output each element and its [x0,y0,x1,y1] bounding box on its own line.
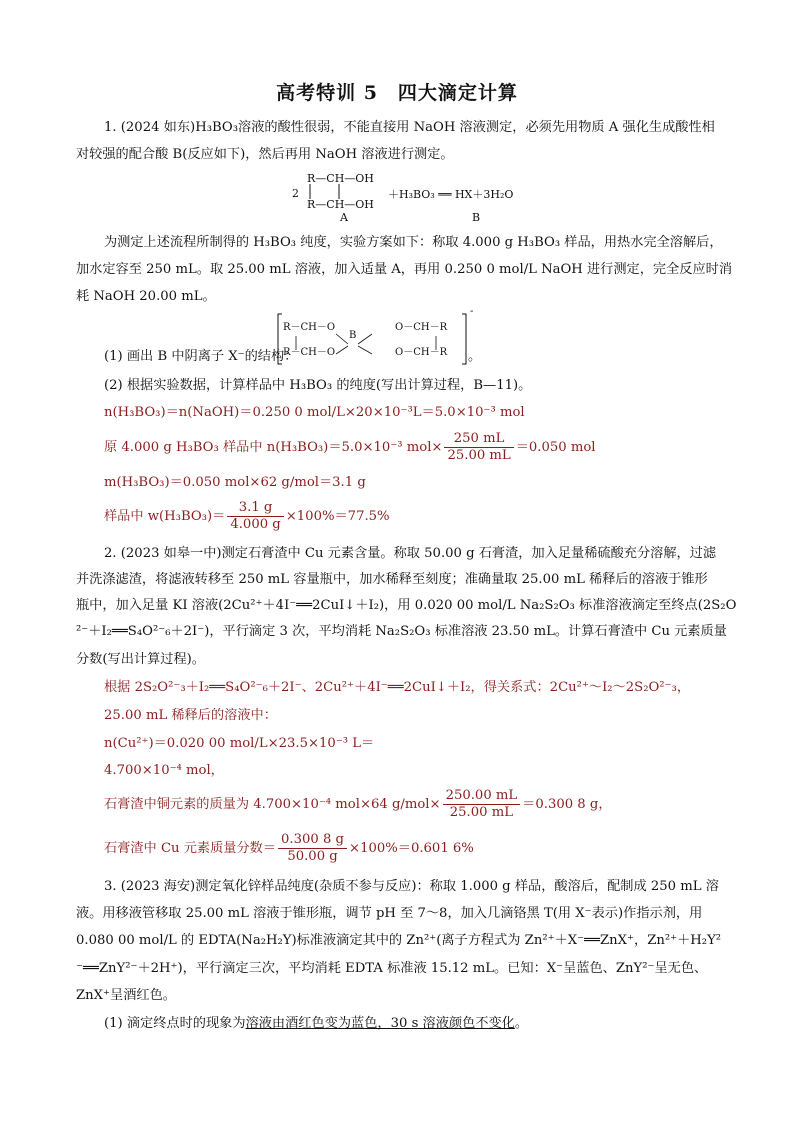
page-title: 高考特训 5 四大滴定计算 [276,82,518,104]
rx-label-a: A [340,211,348,224]
anion-right-top: O－CH－R [395,322,448,333]
q1-answer-2-fraction [444,431,513,464]
fraction-denominator: 25.00 mL [449,805,513,820]
q1-answer-2-prefix: 原 4.000 g H₃BO₃ 样品中 n(H₃BO₃)＝5.0×10⁻³ mol× [104,440,443,455]
q3-part1-answer: 溶液由酒红色变为蓝色，30 s 溶液颜色不变化 [245,1016,515,1031]
q1-part1-end: 。 [468,349,482,364]
rx-coefficient: 2 [292,187,299,200]
fraction-numerator: 0.300 8 g [278,832,347,849]
rx-bond-lines [300,183,360,201]
q1-answer-2-suffix: ＝0.050 mol [515,440,596,455]
q1-answer-line-3: m(H₃BO₃)＝0.050 mol×62 g/mol＝3.1 g [104,475,366,490]
q1-text-line-2: 对较强的配合酸 B(反应如下)，然后再用 NaOH 溶液进行测定。 [76,147,454,162]
q1-answer-4-prefix: 样品中 w(H₃BO₃)＝ [104,509,226,524]
q2-text-line-3: 瓶中，加入足量 KI 溶液(2Cu²⁺＋4I⁻══2CuI↓＋I₂)，用 0.020 00 mol/L Na₂S₂O₃ 标准溶液滴定至终点(2S₂O [76,598,737,613]
q2-answer-6-suffix: ×100%＝0.601 6% [349,841,474,856]
rx-structure-top: R—CH—OH [307,172,374,185]
fraction-numerator: 250.00 mL [443,788,521,805]
q3-text-line-4: ⁻══ZnY²⁻＋2H⁺)，平行滴定三次，平均消耗 EDTA 标准液 15.12 mL。已知：X⁻呈蓝色、ZnY²⁻呈无色、 [76,961,708,976]
q1-text-line-3: 为测定上述流程所制得的 H₃BO₃ 纯度，实验方案如下：称取 4.000 g H₃BO₃ 样品，用热水完全溶解后， [104,235,723,250]
q2-text-line-4: ²⁻＋I₂══S₄O²⁻₆＋2I⁻)，平行滴定 3 次，平均消耗 Na₂S₂O₃ 标准溶液 23.50 mL。计算石膏渣中 Cu 元素质量 [76,624,727,639]
rx-structure-bottom: R—CH—OH [307,198,374,211]
q1-text-line-1: 1. (2024 如东)H₃BO₃溶液的酸性很弱，不能直接用 NaOH 溶液测定，必须先用物质 A 强化生成酸性相 [104,120,715,135]
q3-text-line-1: 3. (2023 海安)测定氧化锌样品纯度(杂质不参与反应)：称取 1.000 g 样品，酸溶后，配制成 250 mL 溶 [104,879,719,894]
q2-answer-line-3: n(Cu²⁺)＝0.020 00 mol/L×23.5×10⁻³ L＝ [104,736,375,751]
q2-text-line-1: 2. (2023 如皋一中)测定石膏渣中 Cu 元素含量。称取 50.00 g 石膏渣，加入足量稀硫酸充分溶解，过滤 [104,546,717,561]
q2-answer-line-5 [104,788,612,821]
q2-text-line-2: 并洗涤滤渣，将滤液转移至 250 mL 容量瓶中，加水稀释至刻度；准确量取 25.00 mL 稀释后的溶液于锥形 [76,572,708,587]
q1-part1-prompt: (1) 画出 B 中阴离子 X⁻的结构： [104,349,298,364]
fraction-numerator: 3.1 g [227,500,283,517]
q1-answer-line-4 [104,500,390,533]
q3-text-line-2: 液。用移液管移取 25.00 mL 溶液于锥形瓶，调节 pH 至 7～8，加入几滴铬黑 T(用 X⁻表示)作指示剂，用 [76,906,703,921]
anion-right-bottom: O－CH－R [395,347,448,358]
q3-part1-prompt: (1) 滴定终点时的现象为 [104,1016,246,1031]
q1-answer-line-1: n(H₃BO₃)＝n(NaOH)＝0.250 0 mol/L×20×10⁻³L＝5.0×10⁻³ mol [104,405,525,420]
fraction-numerator: 250 mL [444,431,513,448]
q3-text-line-3: 0.080 00 mol/L 的 EDTA(Na₂H₂Y)标准液滴定其中的 Zn²⁺(离子方程式为 Zn²⁺＋X⁻══ZnX⁺，Zn²⁺＋H₂Y² [76,933,722,948]
q2-answer-6-prefix: 石膏渣中 Cu 元素质量分数＝ [104,841,277,856]
anion-charge: - [470,306,474,317]
q2-answer-line-2: 25.00 mL 稀释后的溶液中： [104,708,277,723]
anion-boron: B [349,330,357,341]
fraction-denominator: 4.000 g [230,517,281,532]
q1-answer-4-fraction [227,500,283,533]
q3-part1-line [104,1015,528,1033]
q2-answer-line-4: 4.700×10⁻⁴ mol， [104,763,224,778]
q2-answer-line-1: 根据 2S₂O²⁻₃＋I₂══S₄O²⁻₆＋2I⁻、2Cu²⁺＋4I⁻══2CuI↓＋I₂，得关系式：2Cu²⁺～I₂～2S₂O²⁻₃， [104,680,691,695]
q2-answer-5-prefix: 石膏渣中铜元素的质量为 4.700×10⁻⁴ mol×64 g/mol× [104,797,441,812]
rx-right-side: ＋H₃BO₃ ══ HX＋3H₂O [388,188,514,201]
q1-text-line-4: 加水定容至 250 mL。取 25.00 mL 溶液，加入适量 A，再用 0.250 0 mol/L NaOH 进行测定，完全反应时消 [76,262,733,277]
fraction-denominator: 25.00 mL [447,448,511,463]
fraction-denominator: 50.00 g [287,849,338,864]
anion-left-top: R－CH－O [283,322,336,333]
q2-answer-5-suffix: ＝0.300 8 g， [522,797,612,812]
q2-answer-5-fraction [443,788,521,821]
anion-left-bottom: R－CH－O [283,347,336,358]
q1-text-line-5: 耗 NaOH 20.00 mL。 [76,289,216,304]
q2-text-line-5: 分数(写出计算过程)。 [76,652,205,667]
q1-answer-4-suffix: ×100%＝77.5% [285,509,390,524]
rx-label-b: B [472,211,481,224]
q2-answer-line-6 [104,832,474,865]
q2-answer-6-fraction [278,832,347,865]
q1-part2-prompt: (2) 根据实验数据，计算样品中 H₃BO₃ 的纯度(写出计算过程，B—11)。 [104,378,532,393]
q3-text-line-5: ZnX⁺呈酒红色。 [76,988,176,1003]
q1-answer-line-2 [104,431,596,464]
q3-part1-end: 。 [514,1016,529,1031]
